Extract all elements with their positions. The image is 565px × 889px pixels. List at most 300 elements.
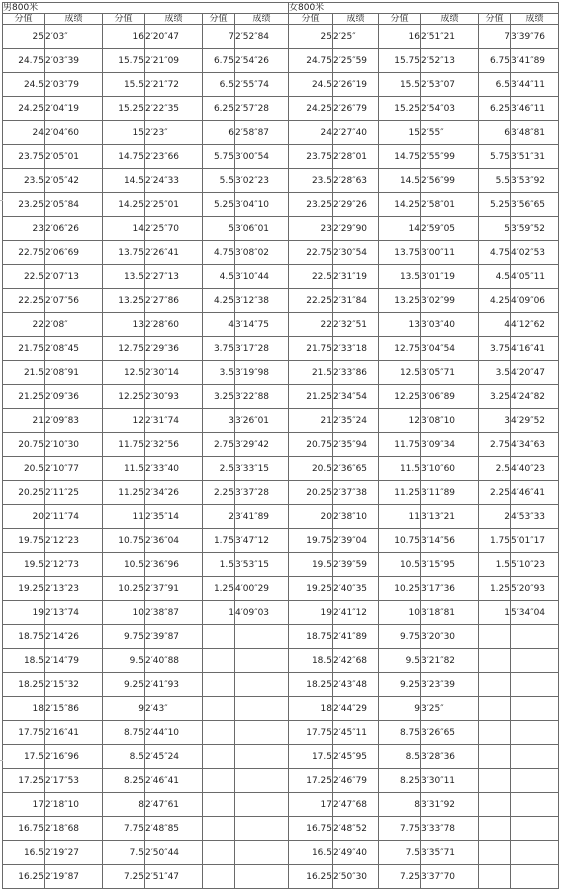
score-cell: 20.25 (3, 481, 45, 505)
table-row (3, 289, 559, 313)
time-cell: 3′05″71 (421, 361, 479, 385)
time-cell: 2′19″87 (45, 865, 103, 889)
table-row (3, 697, 559, 721)
score-cell: 2 (479, 505, 511, 529)
time-cell: 3′13″21 (421, 505, 479, 529)
score-cell: 25 (289, 25, 333, 49)
time-cell: 5′10″23 (511, 553, 559, 577)
score-cell: 18.75 (289, 625, 333, 649)
time-cell: 2′04″19 (45, 97, 103, 121)
time-cell (511, 649, 559, 673)
score-cell: 21.25 (289, 385, 333, 409)
score-cell: 10.5 (379, 553, 421, 577)
score-cell: 10 (103, 601, 145, 625)
table-row (3, 649, 559, 673)
score-cell: 4.75 (479, 241, 511, 265)
score-cell (203, 649, 235, 673)
score-cell: 18.5 (289, 649, 333, 673)
time-cell: 2′40″35 (333, 577, 379, 601)
section-title-girls: 女800米 (289, 3, 559, 14)
time-cell: 3′14″75 (235, 313, 289, 337)
score-cell (479, 793, 511, 817)
time-cell: 3′46″11 (511, 97, 559, 121)
time-cell: 2′23″66 (145, 145, 203, 169)
time-cell: 3′56″65 (511, 193, 559, 217)
time-cell (511, 625, 559, 649)
time-cell: 4′02″53 (511, 241, 559, 265)
score-cell: 12.75 (379, 337, 421, 361)
score-cell (203, 745, 235, 769)
score-cell: 14.25 (103, 193, 145, 217)
score-cell: 7 (203, 25, 235, 49)
time-cell (235, 721, 289, 745)
score-cell: 12.75 (103, 337, 145, 361)
time-cell: 2′27″13 (145, 265, 203, 289)
time-cell: 2′25″59 (333, 49, 379, 73)
time-cell: 2′08″45 (45, 337, 103, 361)
time-cell: 2′46″79 (333, 769, 379, 793)
time-cell: 5′34″04 (511, 601, 559, 625)
table-row (3, 433, 559, 457)
table-row (3, 193, 559, 217)
time-cell: 3′51″31 (511, 145, 559, 169)
score-cell: 19.75 (3, 529, 45, 553)
time-cell: 2′29″26 (333, 193, 379, 217)
time-cell: 4′29″52 (511, 409, 559, 433)
table-row (3, 625, 559, 649)
time-cell: 4′40″23 (511, 457, 559, 481)
score-cell: 3 (479, 409, 511, 433)
time-cell: 4′09″03 (235, 601, 289, 625)
time-cell: 2′33″18 (333, 337, 379, 361)
time-cell: 2′15″86 (45, 697, 103, 721)
time-cell: 3′09″34 (421, 433, 479, 457)
score-cell (203, 817, 235, 841)
table-row (3, 217, 559, 241)
time-cell: 2′41″89 (333, 625, 379, 649)
score-cell: 17.25 (3, 769, 45, 793)
table-row (3, 769, 559, 793)
time-cell: 2′32″56 (145, 433, 203, 457)
time-cell: 2′10″77 (45, 457, 103, 481)
time-cell: 3′03″40 (421, 313, 479, 337)
time-cell: 2′06″26 (45, 217, 103, 241)
score-cell: 25 (3, 25, 45, 49)
score-cell: 5.75 (203, 145, 235, 169)
time-cell: 2′32″51 (333, 313, 379, 337)
score-cell: 6.75 (479, 49, 511, 73)
time-cell: 2′28″63 (333, 169, 379, 193)
score-cell: 14.5 (379, 169, 421, 193)
time-cell: 2′51″47 (145, 865, 203, 889)
score-cell: 2.75 (479, 433, 511, 457)
time-cell: 3′08″02 (235, 241, 289, 265)
time-cell: 2′35″94 (333, 433, 379, 457)
score-cell: 24.25 (3, 97, 45, 121)
score-cell: 22 (3, 313, 45, 337)
score-cell: 23 (3, 217, 45, 241)
score-cell: 17.5 (289, 745, 333, 769)
time-cell: 3′02″23 (235, 169, 289, 193)
time-cell: 3′00″54 (235, 145, 289, 169)
time-cell (511, 697, 559, 721)
score-cell: 5.75 (479, 145, 511, 169)
score-cell: 3 (203, 409, 235, 433)
score-cell: 1.75 (479, 529, 511, 553)
time-cell: 2′14″79 (45, 649, 103, 673)
table-row (3, 817, 559, 841)
time-cell: 3′33″15 (235, 457, 289, 481)
time-cell: 2′43″ (145, 697, 203, 721)
score-cell: 6.25 (479, 97, 511, 121)
score-cell: 6.5 (203, 73, 235, 97)
time-cell: 2′52″13 (421, 49, 479, 73)
time-cell: 3′53″92 (511, 169, 559, 193)
time-cell: 2′38″87 (145, 601, 203, 625)
score-cell: 19.25 (3, 577, 45, 601)
time-cell: 2′21″72 (145, 73, 203, 97)
score-cell: 3.5 (203, 361, 235, 385)
time-cell: 2′26″79 (333, 97, 379, 121)
time-cell (511, 745, 559, 769)
score-cell: 1.5 (479, 553, 511, 577)
table-row (3, 97, 559, 121)
table-row (3, 577, 559, 601)
time-cell: 3′15″95 (421, 553, 479, 577)
score-cell: 13.75 (379, 241, 421, 265)
time-cell: 2′55″99 (421, 145, 479, 169)
time-cell: 2′19″27 (45, 841, 103, 865)
time-cell: 3′53″15 (235, 553, 289, 577)
score-cell: 21 (289, 409, 333, 433)
time-cell: 2′11″25 (45, 481, 103, 505)
score-cell: 18 (3, 697, 45, 721)
time-cell: 4′53″33 (511, 505, 559, 529)
score-cell: 13.5 (379, 265, 421, 289)
time-cell: 4′16″41 (511, 337, 559, 361)
score-cell: 23.25 (289, 193, 333, 217)
score-cell (203, 625, 235, 649)
score-cell (479, 625, 511, 649)
score-cell: 17.75 (289, 721, 333, 745)
time-cell: 2′58″87 (235, 121, 289, 145)
col-header-time: 成绩 (235, 14, 289, 25)
time-cell: 2′13″74 (45, 601, 103, 625)
time-cell: 2′34″54 (333, 385, 379, 409)
score-cell: 4 (203, 313, 235, 337)
score-cell: 10.75 (103, 529, 145, 553)
time-cell: 2′05″42 (45, 169, 103, 193)
time-cell: 3′18″81 (421, 601, 479, 625)
time-cell: 3′21″82 (421, 649, 479, 673)
time-cell: 2′31″74 (145, 409, 203, 433)
time-cell: 2′36″65 (333, 457, 379, 481)
score-cell (203, 721, 235, 745)
score-table-sheet (2, 2, 558, 889)
score-cell: 2.25 (203, 481, 235, 505)
score-cell: 1 (479, 601, 511, 625)
table-row (3, 49, 559, 73)
time-cell: 2′18″68 (45, 817, 103, 841)
time-cell (235, 817, 289, 841)
score-cell: 1.5 (203, 553, 235, 577)
score-cell: 7.75 (103, 817, 145, 841)
score-cell: 15 (103, 121, 145, 145)
score-cell: 17.25 (289, 769, 333, 793)
time-cell: 2′37″38 (333, 481, 379, 505)
time-cell: 3′02″99 (421, 289, 479, 313)
score-cell: 11.75 (379, 433, 421, 457)
time-cell: 2′49″40 (333, 841, 379, 865)
time-cell: 3′59″52 (511, 217, 559, 241)
time-cell: 2′31″19 (333, 265, 379, 289)
score-cell: 12.25 (379, 385, 421, 409)
score-cell: 8.25 (379, 769, 421, 793)
time-cell: 2′30″54 (333, 241, 379, 265)
time-cell: 3′23″39 (421, 673, 479, 697)
score-cell: 24.75 (3, 49, 45, 73)
time-cell: 2′48″85 (145, 817, 203, 841)
score-cell (203, 841, 235, 865)
score-cell: 6.5 (479, 73, 511, 97)
score-cell (479, 673, 511, 697)
time-cell: 3′20″30 (421, 625, 479, 649)
score-cell: 19.5 (289, 553, 333, 577)
time-cell: 5′20″93 (511, 577, 559, 601)
time-cell: 2′42″68 (333, 649, 379, 673)
col-header-time: 成绩 (421, 14, 479, 25)
time-cell (511, 721, 559, 745)
score-cell: 4.5 (203, 265, 235, 289)
score-cell: 17.75 (3, 721, 45, 745)
score-cell: 4.75 (203, 241, 235, 265)
score-cell: 23.5 (3, 169, 45, 193)
time-cell: 3′04″54 (421, 337, 479, 361)
time-cell: 2′33″40 (145, 457, 203, 481)
score-cell: 17.5 (3, 745, 45, 769)
table-row (3, 481, 559, 505)
score-cell: 7.25 (379, 865, 421, 889)
time-cell: 2′14″26 (45, 625, 103, 649)
time-cell (511, 673, 559, 697)
score-cell: 9.75 (103, 625, 145, 649)
score-cell: 10 (379, 601, 421, 625)
score-cell: 6 (479, 121, 511, 145)
score-cell: 14 (379, 217, 421, 241)
score-table (2, 2, 559, 889)
score-cell: 12.5 (379, 361, 421, 385)
time-cell: 3′41″89 (235, 505, 289, 529)
score-cell: 8 (103, 793, 145, 817)
score-cell: 9.25 (379, 673, 421, 697)
time-cell: 2′30″93 (145, 385, 203, 409)
score-cell: 22 (289, 313, 333, 337)
score-cell: 7.5 (103, 841, 145, 865)
col-header-score: 分值 (3, 14, 45, 25)
sheet-edge-mark (0, 760, 3, 761)
time-cell: 2′21″09 (145, 49, 203, 73)
col-header-score: 分值 (289, 14, 333, 25)
score-cell: 22.25 (289, 289, 333, 313)
time-cell: 2′07″56 (45, 289, 103, 313)
score-cell: 8.5 (103, 745, 145, 769)
score-cell: 18 (289, 697, 333, 721)
table-row (3, 841, 559, 865)
score-cell: 3.25 (203, 385, 235, 409)
score-cell: 14.75 (379, 145, 421, 169)
time-cell: 2′25″ (333, 25, 379, 49)
score-cell: 2.25 (479, 481, 511, 505)
time-cell: 3′26″01 (235, 409, 289, 433)
table-row (3, 529, 559, 553)
score-cell: 21.5 (3, 361, 45, 385)
time-cell: 3′12″38 (235, 289, 289, 313)
time-cell: 3′29″42 (235, 433, 289, 457)
score-cell: 16.25 (289, 865, 333, 889)
time-cell: 2′08″91 (45, 361, 103, 385)
time-cell: 3′30″11 (421, 769, 479, 793)
score-cell: 4.25 (203, 289, 235, 313)
time-cell: 2′39″59 (333, 553, 379, 577)
score-cell: 18.5 (3, 649, 45, 673)
score-cell: 4 (479, 313, 511, 337)
score-cell: 20.75 (3, 433, 45, 457)
score-cell: 4.5 (479, 265, 511, 289)
score-cell: 10.75 (379, 529, 421, 553)
score-cell: 12 (379, 409, 421, 433)
score-cell: 24.25 (289, 97, 333, 121)
score-cell: 5.25 (479, 193, 511, 217)
score-cell: 9 (379, 697, 421, 721)
score-cell: 3.75 (479, 337, 511, 361)
score-cell: 1 (203, 601, 235, 625)
score-cell: 16.75 (289, 817, 333, 841)
score-cell: 6 (203, 121, 235, 145)
table-row (3, 265, 559, 289)
time-cell: 3′11″89 (421, 481, 479, 505)
time-cell: 2′17″53 (45, 769, 103, 793)
score-cell: 24.5 (3, 73, 45, 97)
score-cell: 6.75 (203, 49, 235, 73)
table-row (3, 601, 559, 625)
time-cell: 2′46″41 (145, 769, 203, 793)
score-cell: 21 (3, 409, 45, 433)
time-cell: 2′34″26 (145, 481, 203, 505)
score-cell: 19 (3, 601, 45, 625)
table-row (3, 73, 559, 97)
score-cell: 16 (379, 25, 421, 49)
score-cell: 7.5 (379, 841, 421, 865)
score-cell: 2.75 (203, 433, 235, 457)
time-cell: 2′11″74 (45, 505, 103, 529)
time-cell: 3′44″11 (511, 73, 559, 97)
score-cell: 19.25 (289, 577, 333, 601)
table-row (3, 241, 559, 265)
score-cell: 20.75 (289, 433, 333, 457)
score-cell: 10.25 (379, 577, 421, 601)
time-cell: 2′50″30 (333, 865, 379, 889)
time-cell: 3′14″56 (421, 529, 479, 553)
table-row (3, 721, 559, 745)
table-row (3, 385, 559, 409)
time-cell (511, 841, 559, 865)
time-cell: 2′06″69 (45, 241, 103, 265)
score-cell: 1.75 (203, 529, 235, 553)
time-cell: 3′35″71 (421, 841, 479, 865)
score-cell: 22.75 (3, 241, 45, 265)
score-cell: 23 (289, 217, 333, 241)
score-cell (203, 769, 235, 793)
time-cell: 2′45″24 (145, 745, 203, 769)
time-cell: 4′24″82 (511, 385, 559, 409)
time-cell: 3′47″12 (235, 529, 289, 553)
sheet-edge-mark (0, 200, 3, 201)
time-cell: 3′08″10 (421, 409, 479, 433)
score-cell: 20.25 (289, 481, 333, 505)
score-cell: 24 (289, 121, 333, 145)
time-cell: 3′31″92 (421, 793, 479, 817)
col-header-score: 分值 (203, 14, 235, 25)
score-cell: 12.5 (103, 361, 145, 385)
time-cell: 2′43″48 (333, 673, 379, 697)
score-cell: 18.25 (3, 673, 45, 697)
time-cell: 2′55″ (421, 121, 479, 145)
time-cell: 2′39″04 (333, 529, 379, 553)
time-cell: 2′24″33 (145, 169, 203, 193)
score-cell: 1.25 (479, 577, 511, 601)
score-cell: 15.75 (379, 49, 421, 73)
title-row (3, 3, 559, 14)
score-cell: 15.25 (379, 97, 421, 121)
time-cell: 2′51″21 (421, 25, 479, 49)
score-cell: 2.5 (203, 457, 235, 481)
score-cell: 11.5 (379, 457, 421, 481)
score-cell: 17 (289, 793, 333, 817)
time-cell: 2′12″23 (45, 529, 103, 553)
score-cell: 8.75 (103, 721, 145, 745)
score-cell: 7.75 (379, 817, 421, 841)
score-cell: 8 (379, 793, 421, 817)
time-cell: 2′27″40 (333, 121, 379, 145)
time-cell: 2′16″41 (45, 721, 103, 745)
score-cell: 5 (203, 217, 235, 241)
time-cell: 2′05″84 (45, 193, 103, 217)
time-cell: 2′23″ (145, 121, 203, 145)
time-cell: 2′05″01 (45, 145, 103, 169)
time-cell: 2′03″79 (45, 73, 103, 97)
time-cell: 4′05″11 (511, 265, 559, 289)
score-cell: 2.5 (479, 457, 511, 481)
section-title-boys: 男800米 (3, 3, 289, 14)
score-cell: 11.5 (103, 457, 145, 481)
score-cell: 20 (3, 505, 45, 529)
time-cell: 2′50″44 (145, 841, 203, 865)
time-cell: 2′52″84 (235, 25, 289, 49)
score-cell: 16 (103, 25, 145, 49)
table-row (3, 673, 559, 697)
score-cell: 11.25 (379, 481, 421, 505)
score-cell: 13.25 (379, 289, 421, 313)
score-cell: 14.5 (103, 169, 145, 193)
time-cell: 2′33″86 (333, 361, 379, 385)
time-cell: 2′53″07 (421, 73, 479, 97)
time-cell: 3′22″88 (235, 385, 289, 409)
time-cell: 4′12″62 (511, 313, 559, 337)
col-header-score: 分值 (103, 14, 145, 25)
score-cell: 11.25 (103, 481, 145, 505)
time-cell: 3′39″76 (511, 25, 559, 49)
time-cell: 2′26″41 (145, 241, 203, 265)
